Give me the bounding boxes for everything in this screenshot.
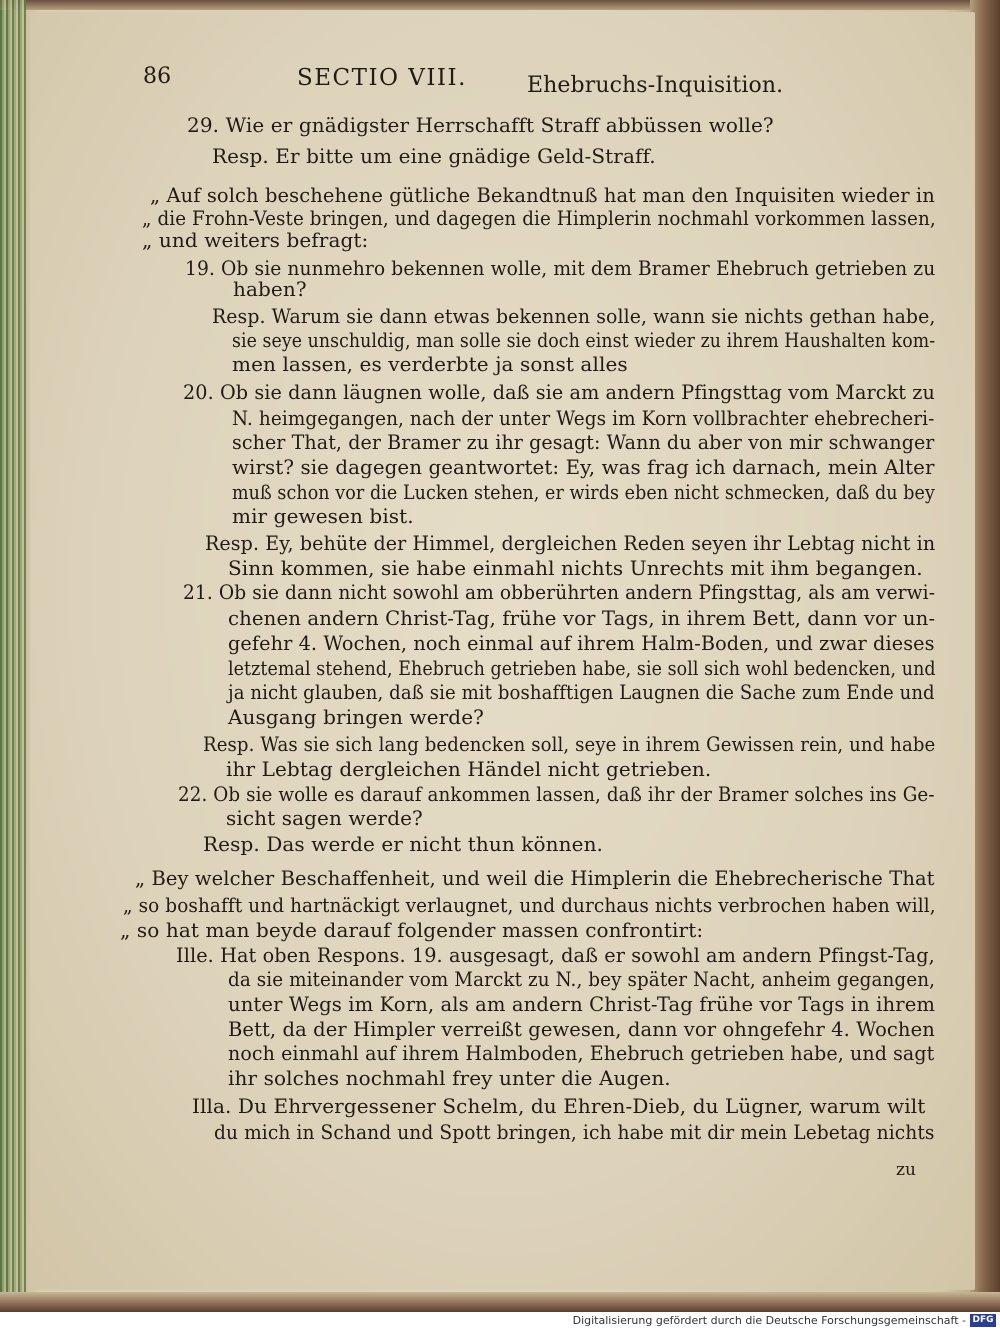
text-line: da sie miteinander vom Marckt zu N., bey später Nacht, anheim gegangen, bbox=[228, 967, 936, 991]
text-line: 29. Wie er gnädigster Herrschafft Straff abbüssen wolle? bbox=[187, 113, 774, 137]
text-line: „ Auf solch beschehene gütliche Bekandtnuß hat man den Inquisiten wieder in bbox=[150, 183, 935, 207]
page-number: 86 bbox=[143, 64, 172, 89]
running-title: Ehebruchs-Inquisition. bbox=[527, 73, 784, 98]
text-line: mir gewesen bist. bbox=[232, 504, 414, 528]
text-line: wirst? sie dagegen geantwortet: Ey, was frag ich darnach, mein Alter bbox=[232, 455, 935, 479]
text-line: letztemal stehend, Ehebruch getrieben habe, sie soll sich wohl bedencken, und bbox=[228, 656, 936, 680]
text-line: „ die Frohn-Veste bringen, und dagegen die Himplerin nochmahl vorkommen lassen, bbox=[142, 206, 936, 230]
text-line: 19. Ob sie nunmehro bekennen wolle, mit dem Bramer Ehebruch getrieben zu bbox=[185, 256, 936, 280]
text-line: unter Wegs im Korn, als am andern Christ-Tag frühe vor Tags in ihrem bbox=[228, 992, 936, 1016]
text-line: Resp. Das werde er nicht thun können. bbox=[203, 832, 604, 856]
dfg-logo-icon: DFG bbox=[970, 1314, 996, 1327]
text-line: du mich in Schand und Spott bringen, ich habe mit dir mein Lebetag nichts bbox=[214, 1120, 935, 1144]
text-line: men lassen, es verderbte ja sonst alles bbox=[232, 352, 628, 376]
text-line: noch einmahl auf ihrem Halmboden, Ehebruch getrieben habe, und sagt bbox=[228, 1041, 935, 1065]
text-line: ja nicht glauben, daß sie mit boshafftigen Laugnen die Sache zum Ende und bbox=[228, 680, 935, 704]
text-line: gefehr 4. Wochen, noch einmal auf ihrem Halm-Boden, und zwar dieses bbox=[228, 631, 935, 655]
text-line: „ so hat man beyde darauf folgender massen confrontirt: bbox=[120, 918, 704, 942]
text-line: Bett, da der Himpler verreißt gewesen, dann vor ohngefehr 4. Wochen bbox=[228, 1017, 935, 1041]
text-line: „ Bey welcher Beschaffenheit, und weil die Himplerin die Ehebrecherische That bbox=[135, 866, 935, 890]
text-line: Sinn kommen, sie habe einmahl nichts Unrechts mit ihm begangen. bbox=[228, 556, 923, 580]
text-line: Resp. Was sie sich lang bedencken soll, seye in ihrem Gewissen rein, und habe bbox=[203, 732, 936, 756]
footer-bar bbox=[0, 1312, 1000, 1330]
text-line: Ausgang bringen werde? bbox=[228, 705, 484, 729]
book-edge-bottom bbox=[0, 1292, 1000, 1312]
section-heading: SECTIO VIII. bbox=[297, 65, 467, 91]
text-line: ihr Lebtag dergleichen Händel nicht getrieben. bbox=[226, 757, 712, 781]
book-edge-left bbox=[0, 0, 26, 1312]
text-line: Resp. Ey, behüte der Himmel, dergleichen Reden seyen ihr Lebtag nicht in bbox=[205, 531, 936, 555]
text-line: N. heimgegangen, nach der unter Wegs im Korn vollbrachter ehebrecheri- bbox=[232, 406, 935, 430]
text-line: sie seye unschuldig, man solle sie doch einst wieder zu ihrem Haushalten kom- bbox=[232, 328, 936, 352]
text-line: „ so boshafft und hartnäckigt verlaugnet, und durchaus nichts verbrochen haben will, bbox=[123, 893, 936, 917]
text-line: scher That, der Bramer zu ihr gesagt: Wann du aber von mir schwanger bbox=[232, 430, 935, 454]
footer-credit: Digitalisierung gefördert durch die Deutsche Forschungsgemeinschaft - bbox=[572, 1314, 966, 1327]
text-line: 20. Ob sie dann läugnen wolle, daß sie am andern Pfingsttag vom Marckt zu bbox=[183, 380, 935, 404]
text-line: Ille. Hat oben Respons. 19. ausgesagt, daß er sowohl am andern Pfingst-Tag, bbox=[176, 943, 935, 967]
text-line: Resp. Er bitte um eine gnädige Geld-Straff. bbox=[212, 144, 656, 168]
text-line: 21. Ob sie dann nicht sowohl am obberührten andern Pfingsttag, als am verwi- bbox=[183, 580, 936, 604]
text-line: haben? bbox=[233, 277, 307, 301]
text-line: Resp. Warum sie dann etwas bekennen solle, wann sie nichts gethan habe, bbox=[212, 304, 936, 328]
book-edge-top bbox=[0, 0, 1000, 10]
text-line: muß schon vor die Lucken stehen, er wirds eben nicht schmecken, daß du bey bbox=[232, 480, 935, 504]
catchword: zu bbox=[896, 1160, 917, 1180]
text-line: chenen andern Christ-Tag, frühe vor Tags, in ihrem Bett, dann vor un- bbox=[228, 606, 936, 630]
text-line: Illa. Du Ehrvergessener Schelm, du Ehren-Dieb, du Lügner, warum wilt bbox=[192, 1094, 926, 1118]
text-line: sicht sagen werde? bbox=[226, 806, 423, 830]
text-line: „ und weiters befragt: bbox=[142, 228, 369, 252]
text-line: 22. Ob sie wolle es darauf ankommen lassen, daß ihr der Bramer solches ins Ge- bbox=[178, 782, 935, 806]
text-line: ihr solches nochmahl frey unter die Augen. bbox=[228, 1066, 671, 1090]
